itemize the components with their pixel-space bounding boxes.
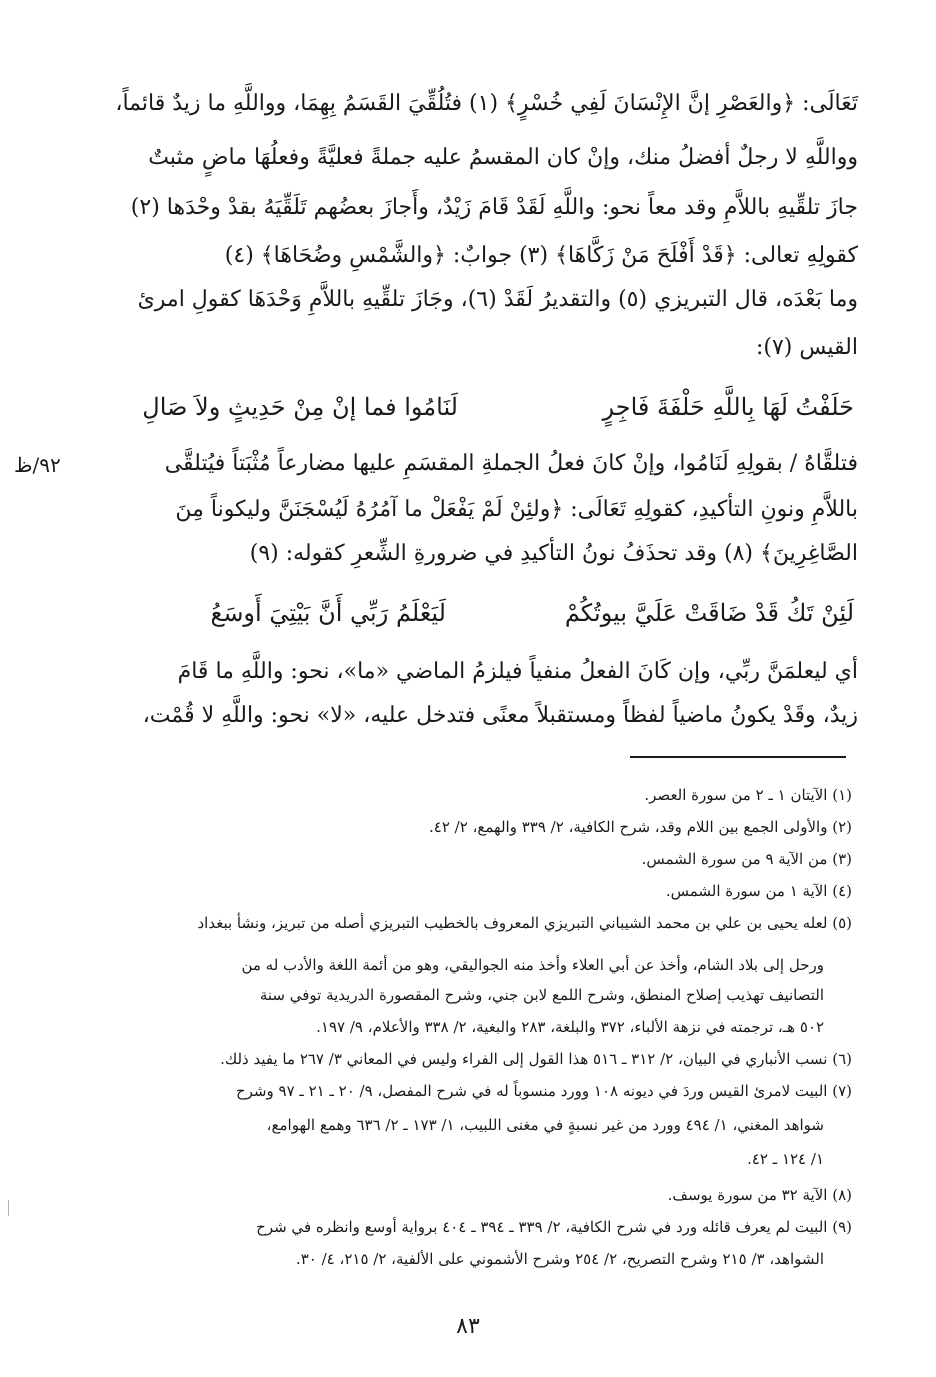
footnote: (٥) لعله يحيى بن علي بن محمد الشيباني التبريزي المعروف بالخطيب التبريزي أصله من تبريز، ونشأ ببغداد	[197, 914, 852, 932]
footnote-continuation: شواهد المغني، ١/ ٤٩٤ وورد من غير نسبةٍ في مغنى اللبيب، ١/ ١٧٣ ـ ٢/ ٦٣٦ وهمع الهوامع،	[266, 1116, 824, 1134]
body-line: تَعَالَى: ﴿والعَصْرِ إنَّ الإِنْسَانَ لَفِي خُسْرٍ﴾ (١) فتُلُقِّيَ القَسَمُ بِهِمَا، وواللَّهِ ما زيدٌ قائماً،	[115, 91, 858, 116]
footnote: (٣) من الآية ٩ من سورة الشمس.	[641, 850, 852, 868]
footnote: (٤) الآية ١ من سورة الشمس.	[665, 882, 852, 900]
footnote-separator	[630, 756, 846, 758]
footnote: (١) الآيتان ١ ـ ٢ من سورة العصر.	[644, 786, 852, 804]
body-line: الصَّاغِرِينَ﴾ (٨) وقد تحذَفُ نونُ التأكيدِ في ضرورةِ الشِّعرِ كقوله: (٩)	[249, 541, 858, 566]
footnote: (٧) البيت لامرئ القيس وردَ في ديونه ١٠٨ وورد منسوباً له في شرح المفصل، ٩/ ٢٠ ـ ٢١ ـ ٩٧ وشرح	[235, 1082, 852, 1100]
footnote-continuation: ١/ ١٢٤ ـ ٤٢.	[747, 1150, 824, 1168]
footnote: (٦) نسب الأنباري في البيان، ٢/ ٣١٢ ـ ٥١٦ هذا القول إلى الفراء وليس في المعاني ٣/ ٢٦٧ ما يفيد ذلك.	[220, 1050, 852, 1068]
scan-mark	[8, 1200, 9, 1216]
body-line: أي ليعلمَنَّ ربِّي، وإن كَانَ الفعلُ منفياً فيلزمُ الماضي «ما»، نحو: واللَّهِ ما قَامَ	[177, 659, 858, 684]
footnote: (٨) الآية ٣٢ من سورة يوسف.	[667, 1186, 852, 1204]
footnote: (٢) والأولى الجمع بين اللام وقد، شرح الكافية، ٢/ ٣٣٩ والهمع، ٢/ ٤٢.	[429, 818, 852, 836]
verse-right-hemistich: حَلَفْتُ لَهَا بِاللَّهِ حَلْفَةَ فَاجِرٍ	[602, 393, 854, 421]
body-line: باللاَّمِ ونونِ التأكيدِ، كقولِهِ تَعَالَى: ﴿ولئِنْ لَمْ يَفْعَلْ ما آمُرُهُ لَيُسْجَنَنَّ وليكوناً مِنَ	[175, 497, 858, 522]
verse-right-hemistich: لَئِنْ تَكُ قَدْ ضَاقَتْ عَلَيَّ بيوتُكُمْ	[564, 599, 854, 627]
body-line: جازَ تلقِّيهِ باللاَّمِ وقد معاً نحو: واللَّهِ لَقَدْ قَامَ زَيْدٌ، وأَجازَ بعضُهم تَلَقِّيَهُ بقدْ وحْدَها (٢)	[130, 195, 858, 220]
verse-left-hemistich: لَيَعْلَمُ رَبِّي أَنَّ بَيْتِيَ أَوسَعُ	[210, 599, 446, 627]
body-line: كقولِهِ تعالى: ﴿قَدْ أَفْلَحَ مَنْ زَكَّاهَا﴾ (٣) جوابٌ: ﴿والشَّمْسِ وضُحَاهَا﴾ (٤)	[224, 243, 858, 268]
body-line: وما بَعْدَه، قال التبريزي (٥) والتقديرُ لَقَدْ (٦)، وجَازَ تلقِّيهِ باللاَّمِ وَحْدَهَا كقولِ امرئ	[137, 287, 858, 312]
body-line: القيس (٧):	[755, 335, 858, 360]
footnote: (٩) البيت لم يعرف قائله ورد في شرح الكافية، ٢/ ٣٣٩ ـ ٣٩٤ ـ ٤٠٤ برواية أوسع وانظره في شرح	[256, 1218, 852, 1236]
footnote-continuation: الشواهد، ٣/ ٢١٥ وشرح التصريح، ٢/ ٢٥٤ وشرح الأشموني على الألفية، ٢/ ٢١٥، ٤/ ٣٠.	[295, 1250, 824, 1268]
verse-left-hemistich: لَنَامُوا فما إنْ مِنْ حَدِيثٍ ولاَ صَالِ	[142, 393, 458, 421]
footnote-continuation: ورحل إلى بلاد الشام، وأخذ عن أبي العلاء وأخذ منه الجواليقي، وهو من أئمة اللغة والأدب له من	[241, 956, 824, 974]
body-line: وواللَّهِ لا رجلٌ أفضلُ منك، وإنْ كان المقسمُ عليه جملةً فعليَّةً وفعلُهَا ماضٍ مثبتٌ	[148, 145, 858, 170]
footnote-continuation: ٥٠٢ هـ، ترجمته في نزهة الألباء، ٣٧٢ والبلغة، ٢٨٣ والبغية، ٢/ ٣٣٨ والأعلام، ٩/ ١٩٧.	[316, 1018, 824, 1036]
page-number: ٨٣	[456, 1314, 480, 1339]
margin-folio-note: ٩٢/ظ	[14, 453, 61, 477]
footnote-continuation: التصانيف تهذيب إصلاح المنطق، وشرح اللمع لابن جني، وشرح المقصورة الدريدية توفي سنة	[259, 986, 824, 1004]
body-line: زيدٌ، وقَدْ يكونُ ماضياً لفظاً ومستقبلاً معنًى فتدخل عليه، «لا» نحو: واللَّهِ لا قُمْت،	[142, 703, 858, 728]
body-line: فتلقَّاهُ / بقولِهِ لَنَامُوا، وإنْ كانَ فعلُ الجملةِ المقسَمِ عليها مضارعاً مُثْبَتاً فيُتلقَّى	[164, 451, 858, 476]
